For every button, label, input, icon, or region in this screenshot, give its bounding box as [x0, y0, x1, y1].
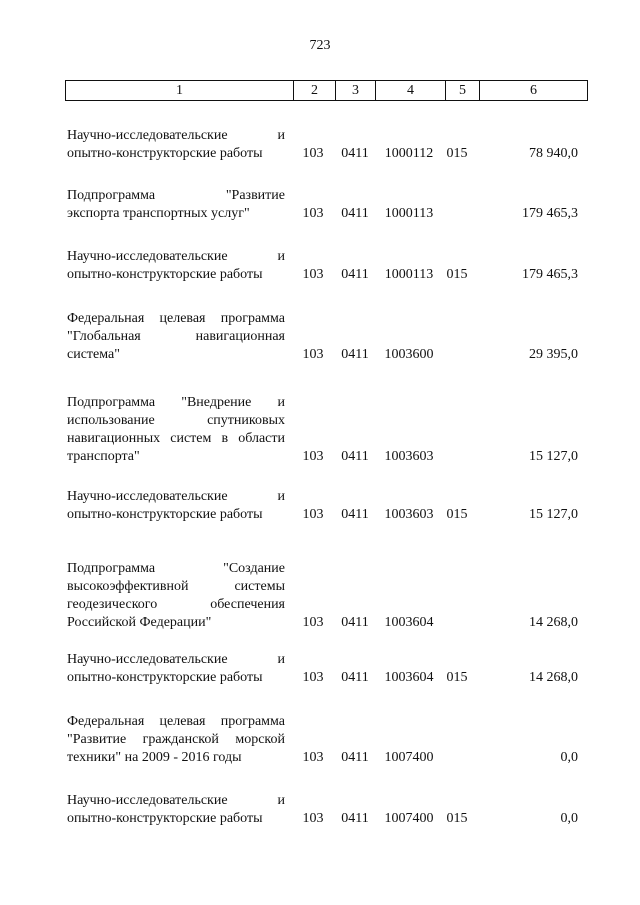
- row-description-line: Федеральная целевая программа: [67, 311, 285, 326]
- table-row: [0, 187, 640, 223]
- cell-c6: 15 127,0: [529, 449, 578, 464]
- cell-c3: 0411: [341, 670, 369, 685]
- cell-c2: 103: [302, 670, 324, 685]
- row-description: [67, 792, 285, 828]
- row-description-line: система": [67, 347, 120, 362]
- row-description-line: "Глобальная навигационная: [67, 329, 285, 344]
- cell-c3: 0411: [341, 449, 369, 464]
- cell-c4: 1007400: [384, 750, 434, 765]
- row-description-line: Научно-исследовательские и: [67, 793, 285, 808]
- cell-c5: 015: [446, 507, 468, 522]
- cell-c4: 1003604: [384, 615, 434, 630]
- row-description-line: высокоэффективной системы: [67, 579, 285, 594]
- row-description-line: опытно-конструкторские работы: [67, 146, 263, 161]
- cell-c4: 1003604: [384, 670, 434, 685]
- cell-c6: 0,0: [560, 750, 578, 765]
- row-description-line: опытно-конструкторские работы: [67, 507, 263, 522]
- cell-c6: 14 268,0: [529, 615, 578, 630]
- row-description-line: Научно-исследовательские и: [67, 128, 285, 143]
- cell-c5: 015: [446, 811, 468, 826]
- row-description-line: Российской Федерации": [67, 615, 212, 630]
- row-description-line: Научно-исследовательские и: [67, 249, 285, 264]
- table-row: [0, 248, 640, 284]
- cell-c3: 0411: [341, 347, 369, 362]
- cell-c4: 1003603: [384, 507, 434, 522]
- row-description-line: опытно-конструкторские работы: [67, 811, 263, 826]
- table-row: [0, 560, 640, 632]
- row-description: [67, 651, 285, 687]
- column-header-6: 6: [480, 81, 588, 101]
- cell-c6: 179 465,3: [522, 267, 578, 282]
- cell-c6: 29 395,0: [529, 347, 578, 362]
- cell-c6: 179 465,3: [522, 206, 578, 221]
- row-description-line: использование спутниковых: [67, 413, 285, 428]
- row-description: [67, 187, 285, 223]
- column-header-4: 4: [376, 81, 446, 101]
- row-description-line: техники" на 2009 - 2016 годы: [67, 750, 242, 765]
- table-row: [0, 310, 640, 364]
- table-row: [0, 713, 640, 767]
- row-description-line: опытно-конструкторские работы: [67, 267, 263, 282]
- cell-c4: 1007400: [384, 811, 434, 826]
- row-description-line: навигационных систем в области: [67, 431, 285, 446]
- cell-c3: 0411: [341, 811, 369, 826]
- cell-c3: 0411: [341, 267, 369, 282]
- cell-c5: 015: [446, 267, 468, 282]
- row-description-line: Подпрограмма "Внедрение и: [67, 395, 285, 410]
- row-description-line: Научно-исследовательские и: [67, 489, 285, 504]
- table-row: [0, 651, 640, 687]
- row-description-line: транспорта": [67, 449, 140, 464]
- row-description-line: опытно-конструкторские работы: [67, 670, 263, 685]
- cell-c4: 1003600: [384, 347, 434, 362]
- cell-c3: 0411: [341, 146, 369, 161]
- cell-c2: 103: [302, 347, 324, 362]
- row-description: [67, 127, 285, 163]
- cell-c2: 103: [302, 206, 324, 221]
- row-description-line: геодезического обеспечения: [67, 597, 285, 612]
- cell-c3: 0411: [341, 750, 369, 765]
- cell-c2: 103: [302, 267, 324, 282]
- cell-c2: 103: [302, 811, 324, 826]
- row-description: [67, 310, 285, 364]
- column-header-5: 5: [446, 81, 480, 101]
- cell-c6: 15 127,0: [529, 507, 578, 522]
- cell-c2: 103: [302, 750, 324, 765]
- column-header-3: 3: [336, 81, 376, 101]
- cell-c2: 103: [302, 146, 324, 161]
- table-row: [0, 488, 640, 524]
- row-description: [67, 560, 285, 632]
- table-row: [0, 127, 640, 163]
- cell-c3: 0411: [341, 615, 369, 630]
- column-header-table: [65, 80, 588, 101]
- table-row: [0, 394, 640, 466]
- cell-c3: 0411: [341, 206, 369, 221]
- cell-c5: 015: [446, 146, 468, 161]
- row-description-line: "Развитие гражданской морской: [67, 732, 285, 747]
- column-header-1: 1: [66, 81, 294, 101]
- row-description: [67, 248, 285, 284]
- cell-c4: 1000112: [384, 146, 434, 161]
- cell-c5: 015: [446, 670, 468, 685]
- cell-c4: 1000113: [384, 267, 434, 282]
- column-header-2: 2: [294, 81, 336, 101]
- cell-c2: 103: [302, 507, 324, 522]
- row-description: [67, 488, 285, 524]
- cell-c6: 14 268,0: [529, 670, 578, 685]
- row-description-line: Подпрограмма "Создание: [67, 561, 285, 576]
- cell-c4: 1003603: [384, 449, 434, 464]
- cell-c2: 103: [302, 449, 324, 464]
- cell-c6: 0,0: [560, 811, 578, 826]
- cell-c6: 78 940,0: [529, 146, 578, 161]
- page-number: 723: [309, 38, 331, 53]
- row-description-line: Федеральная целевая программа: [67, 714, 285, 729]
- row-description-line: Подпрограмма "Развитие: [67, 188, 285, 203]
- cell-c2: 103: [302, 615, 324, 630]
- row-description-line: Научно-исследовательские и: [67, 652, 285, 667]
- cell-c4: 1000113: [384, 206, 434, 221]
- column-header-row: [66, 81, 588, 101]
- row-description: [67, 713, 285, 767]
- row-description: [67, 394, 285, 466]
- cell-c3: 0411: [341, 507, 369, 522]
- row-description-line: экспорта транспортных услуг": [67, 206, 250, 221]
- table-row: [0, 792, 640, 828]
